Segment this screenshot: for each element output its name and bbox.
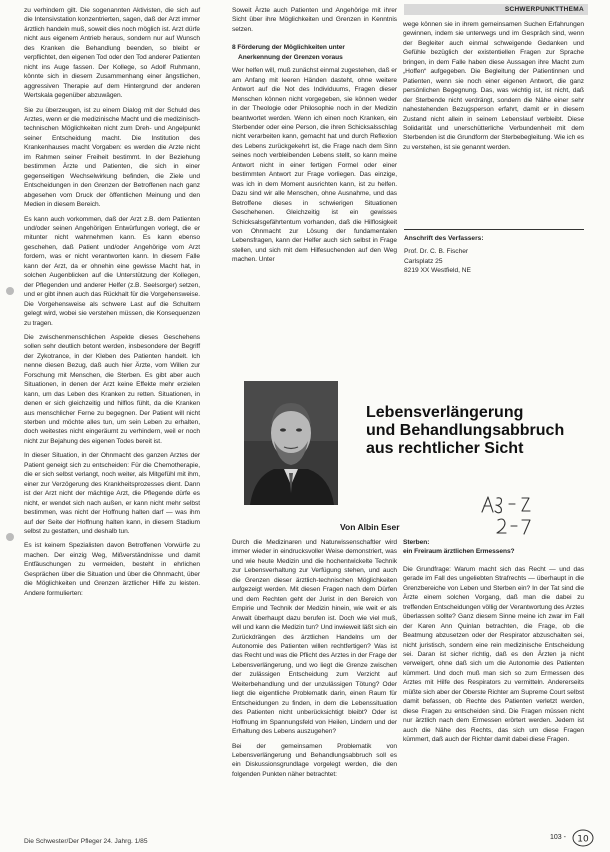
divider bbox=[404, 229, 584, 230]
title-line: und Behandlungsabbruch bbox=[366, 422, 565, 439]
punch-hole bbox=[6, 287, 14, 295]
paragraph: Es ist keinem Spezialisten davon Betroffenen Vorwürfe zu machen. Der einzig Weg, Mißverständnisse und damit Entfäuschungen zu vermeiden, besteht in ehrlichen Gesprächen über die Situation und über die Ohnmacht, über die Möglichkeiten und Grenzen ärztlicher Hilfe zu leisten. Andere formulierten: bbox=[24, 542, 200, 597]
lower-right-column bbox=[403, 538, 584, 745]
paragraph: Bei der gemeinsamen Problematik von Lebensverlängerung und Behandlungsabbruch soll es ein Diskussionsgrundlage vorgelegt werden, die den folgenden Punkten näher betrachtet: bbox=[232, 742, 397, 778]
section-header: SCHWERPUNKTTHEMA bbox=[404, 4, 588, 15]
paragraph: In dieser Situation, in der Ohnmacht des ganzen Arztes der Patient geneigt sich zu entscheiden: Für die Chemotherapie, die er sich selbst verlangt, noch weiter, als Mitgefühl mit ihm, einer zur Verzögerung des Krankheitsprozesses dient. Dann ist der Arzt nicht der mächtige Arzt, die Pflegende dürfe es nicht, er wendet sich nach außen, er kann nicht mehr selbst bestimmen, was nicht der Hoffnung halten darf — was ihm auf der Seite der Hoffnung halten kann, in diesem Stadium selbst zu gestatten, und deshalb tun. bbox=[24, 452, 200, 536]
paragraph: Soweit Ärzte auch Patienten und Angehörige mit ihrer Sicht über ihre Möglichkeiten und Grenzen in Kenntnis setzen. bbox=[232, 7, 397, 33]
section-heading: 8 Förderung der Möglichkeiten unter bbox=[232, 44, 345, 52]
page-mark bbox=[572, 829, 594, 847]
punch-hole bbox=[6, 533, 14, 541]
page-mark-text: 10 bbox=[577, 834, 589, 845]
paragraph: Die zwischenmenschlichen Aspekte dieses Geschehens sollen sehr deutlich betont werden, insbesondere der Begriff der Zykotrance, in der Kleben des Patienten handelt. Ich nenne diesen Bezug, daß auch hier Ärzte, vom Willen zur Forschung mit Menschen, die Sterben. Es gibt aber auch Situationen, in denen der Arzt keine Effekte mehr erzielen kann, um das Leben des Kranken zu retten. Situationen, in denen er sich gleichzeitig und hilflos fühlt, da die Kranken aus menschlicher Ferne zu begegnen. Der Patient will nicht sterben und möchte alles tun, um sein Leben zu erhalten, doch weitestes nicht eingeräumt zu verhindern, weil er noch nicht zur Bejahung des eigenen Todes bereit ist. bbox=[24, 333, 200, 445]
author-address-label: Anschrift des Verfassers: bbox=[404, 235, 484, 242]
paragraph: Wer helfen will, muß zunächst einmal zugestehen, daß er am Anfang mit leeren Händen dasteht, ohne weitere Antwort auf die Not des Individuums, Fragen dieser Menschen können nicht vorgegeben, sie können weder in der Theologie oder Philosophie noch in der Medizin beantwortet werden. Wenn ich einen noch Kranken, ein Sterbender oder eine Person, die ihren Schicksalsschlag nicht verarbeiten kann, gemacht hat und durch Reflexion des Lebens zurückgekehrt ist, die Frage nach dem Sinn seines noch verbleibenden Lebens stellt, so kann meine Antwort nicht in einer fertigen Formel oder einer bestimmten Antwort zur Frage vorliegen. Das einzige, was ich in dem Moment ausrichten kann, ist zu helfen. Dazu sind wir alle Menschen, ohne Ausnahme, und das Betroffene dieses in schwierigen Situationen Geschehenen. Gleichzeitig ist ein gewisses Schicksalsgefährtentum vorhanden, daß die Hilflosigkeit von Ohnmacht zur Lösung der fundamentalen Lebensfragen, kann der Helfer auch sich selbst in Frage stellen, und sich mit dem Hilfesuchenden auf den Weg machen. Unter bbox=[232, 67, 397, 264]
author-address-line: 8219 XX Westfield, NE bbox=[404, 267, 471, 275]
author-address-line: Prof. Dr. C. B. Fischer bbox=[404, 248, 469, 256]
title-line: aus rechtlicher Sicht bbox=[366, 440, 524, 457]
author-portrait bbox=[244, 381, 338, 505]
paragraph: Die Grundfrage: Warum macht sich das Recht — und das gerade im Fall des ungeliebten Strafrechts — überhaupt in die Grenzbereiche von Leben und Sterben ein? In der Tat sind die Ärzte einem solchen Vorgang, daß man die dabei zu treffenden Entscheidungen völlig der Verantwortung des Arztes überlassen sollte? Ganz diesem Sinne meine ich zwar im Fall der Karen Ann Quinlan betrachten, die Frage, ob die Beatmung abzusetzen oder der Respirator abzuschalten sei, nicht juristisch, sondern eine rein medizinische Entscheidung sei. Daran ist sicher richtig, daß es den Ärzten ja nicht verweigert, ohne daß sich um die Autonomie des Patienten kümmert. Und doch muß man sich so zum Ermessen des Arztes mit Hilfe des Respirators zu vermitteln. Andererseits müßte sich aber der Oberste Richter am Supreme Court selbst damit befassen, ob Rechte des Patienten verletzt werden, diese Fragen zu entscheiden sind. Die Fragen müssen nicht nur ärztlich nach dem Ermessen erörtert werden. Jedem ist auch die Nähe des Rechts, das sich um diese Fragen kümmert, daß auch der Richter damit dabei diese Fragen. bbox=[403, 565, 584, 744]
paragraph: Sie zu überzeugen, ist zu einem Dialog mit der Schuld des Arztes, wenn er die medizinische Macht und die medizinisch-technischen Möglichkeiten nicht zum Dreh- und Angelpunkt seiner Entscheidung macht. Die Institution des Krankenhauses macht Vorgaben: es werden die Arzte nicht im Rahmen seiner Freiheit bestimmt. In der Beziehung bestimmen Ärzte und Patienten, die sich in einer gegenseitigen Wechselwirkung befinden, die Ziele und Entscheidungen in den Grenzen der Betroffenen nach ganz abgesehen vom Druck der öffentlichen Meinung und den Medien in diesem Bereich. bbox=[24, 106, 200, 209]
section-heading: ein Freiraum ärztlichen Ermessens? bbox=[403, 548, 515, 556]
article-title bbox=[366, 404, 586, 458]
article-right-column bbox=[403, 20, 584, 152]
article-left-column bbox=[24, 6, 200, 598]
title-line: Lebensverlängerung bbox=[366, 404, 524, 421]
article-middle-column bbox=[232, 6, 397, 265]
paragraph: zu verhindern gilt. Die sogenannten Aktivisten, die sich auf die Intensivstation konzentrierten, sagen, daß der Arzt immer ärztlich handeln muß, soweit dies noch möglich ist. Arzt dürfe nicht aus eigenem Antrieb heraus, sondern nur auf Wunsch des Kranken die Behandlung beenden, so bleibt er verpflichtet, den eigenen Tod oder den Tod anderer Patienten nicht ins Auge fassen. Der Kollege, so Adolf Ruhmann, könnte sich in diesem Zusammenhang einer ängstlichen, aggressiven Therapie auf dem Hintergrund der anderen Wertskala gegenüber abzuwägen. bbox=[24, 7, 200, 100]
paragraph: Es kann auch vorkommen, daß der Arzt z.B. dem Patienten und/oder seinen Angehörigen Entwürfungen vorlegt, die er mitunter nicht wahrnehmen kann. Es kann ebenso geschehen, daß Patient und/oder Angehörige vom Arzt fordern, was er nicht verantworten kann. In diesem Falle kann der Arzt, da er ohnehin eine gewisse Macht hat, in solchen Augenblicken auf die Unterstützung der Kollegen, der Pflegenden und anderer Helfer (z.B. Seelsorger) setzen, und er gibt ihnen auch das Rückhalt für die Vorgehensweise. Die Vorgehensweise als schwere Last auf die Schultern gelegt wird, wobei sie verstehen müssen, die Konsequenzen zu tragen. bbox=[24, 215, 200, 327]
author-address-line: Carlsplatz 25 bbox=[404, 257, 443, 265]
byline: Von Albin Eser bbox=[340, 522, 400, 532]
author-address bbox=[404, 234, 584, 276]
section-heading: Sterben: bbox=[403, 539, 430, 546]
paragraph: wege können sie in ihrem gemeinsamen Suchen Erfahrungen gewinnen, indem sie unterwegs und im Gespräch sind, wenn der Begleiter auch einmal schweigende Gedanken und Gefühle bezüglich der existentiellen Fragen zur Sprache bringen, in dem Falle haben diese Aussagen ihre Macht zum „Hoffen“ aufgegeben. Die Begleitung der Patientinnen und Patienten, wenn sie noch einer eigenen Antwort, die ganz persönlichen Begegnung. Das, was wichtig ist, ist nicht, daß der Sterbende nicht verdrängt, sondern die Nähe einer sehr nahestehenden Bezugsperson erfahrt, damit er in diesem Zustand nicht allein in seinem Lebenslauf verbleibt. Diese Solidarität und unerschütterliche Verbundenheit mit dem Sterbenden ist die Grundform der Sterbebegleitung. Wie ich es zu verstehen, ist sie genannt werden. bbox=[403, 21, 584, 151]
section-heading: Anerkennung der Grenzen voraus bbox=[238, 53, 343, 61]
footer-journal: Die Schwester/Der Pfleger 24. Jahrg. 1/85 bbox=[24, 838, 148, 845]
handwritten-note bbox=[478, 494, 548, 538]
footer-page-number: 103 - bbox=[550, 834, 566, 841]
lower-middle-column bbox=[232, 538, 397, 779]
paragraph: Durch die Medizinaren und Naturwissenschaftler wird immer wieder in eindrucksvoller Weise demonstriert, was und wie heute Medizin und die hochentwickelte Technik zur Lebensverhaltung zur Verfügung stehen, und auch die Grenzen dieser ärztlich-technischen Möglichkeiten aufgezeigt werden. Mit diesen Fragen nach dem Dürfen und dem Rechten geht der Jurist in den Bereich von Empirie und Technik der Medizin hinein, wie weit er als Anwalt überhaupt dazu berufen ist. Doch wie viel muß, will und kann die Medizin tun? Und inwieweit läßt sich ein Zurückdrängen des ärztlichen Handelns um der Autonomie des Patienten willen rechtfertigen? Was ist das Recht und was die Pflicht des Arztes in der Frage der Lebensverlängerung, und wo liegt die Grenze zwischen der zulässigen Entscheidung zum Verzicht auf Weiterbehandlung und der unzulässigen Tötung? Oder liegt die eigentliche Problematik darin, einen Raum für Entscheidungen zu finden, in dem die Lebenssituation des Patienten nicht unberücksichtigt bleibt? Oder ist Hoffnung im Spannungsfeld von Heilen, Lindern und der Erhaltung des Lebens auszugehen? bbox=[232, 539, 398, 736]
